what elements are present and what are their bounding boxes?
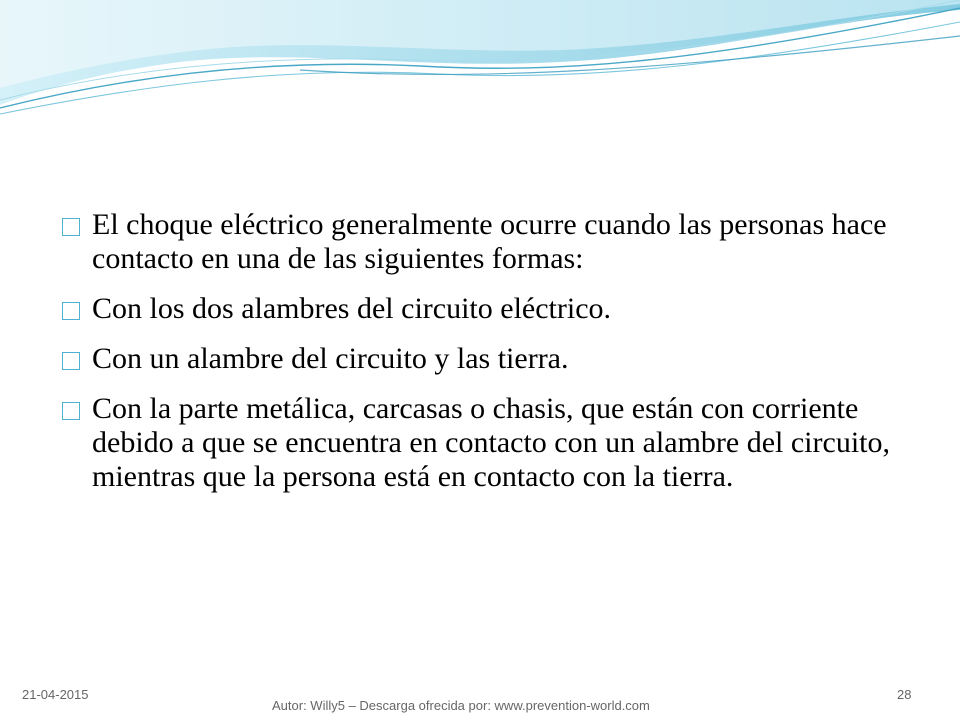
square-outline-icon xyxy=(62,218,80,236)
bullet-item xyxy=(58,342,918,376)
bullet-text: El choque eléctrico generalmente ocurre cuando las personas hace contacto en una de las siguientes formas: xyxy=(92,208,887,275)
square-outline-icon xyxy=(62,402,80,420)
square-outline-icon xyxy=(62,302,80,320)
bullet-item xyxy=(58,392,918,494)
footer-author: Autor: Willy5 – Descarga ofrecida por: www.prevention-world.com xyxy=(272,698,650,713)
footer-date: 21-04-2015 xyxy=(22,687,89,702)
bullet-text: Con un alambre del circuito y las tierra. xyxy=(92,342,569,375)
bullet-item xyxy=(58,208,918,276)
square-outline-icon xyxy=(62,352,80,370)
bullet-list xyxy=(58,208,918,510)
bullet-text: Con la parte metálica, carcasas o chasis, que están con corriente debido a que se encuentra en contacto con un alambre del circuito, mientras que la persona está en contacto con la tierra. xyxy=(92,392,890,493)
wave-header-decoration xyxy=(0,0,960,125)
bullet-text: Con los dos alambres del circuito eléctrico. xyxy=(92,292,612,325)
slide-number: 28 xyxy=(897,687,912,702)
bullet-item xyxy=(58,292,918,326)
